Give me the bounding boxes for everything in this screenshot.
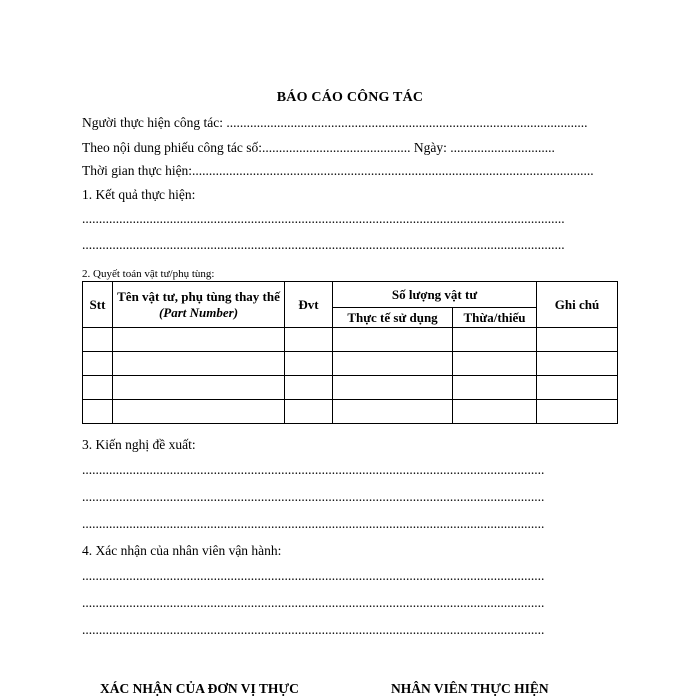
header-qty-used: Thực tế sử dụng	[333, 308, 453, 328]
result-line: ...............................................................................................................................................	[82, 237, 565, 252]
signature-left-label: XÁC NHẬN CỦA ĐƠN VỊ THỰC	[100, 681, 299, 696]
confirm-heading: 4. Xác nhận của nhân viên vận hành:	[82, 543, 282, 558]
header-name-text: Tên vật tư, phụ tùng thay thế	[117, 288, 280, 304]
header-name	[113, 282, 285, 328]
header-quantity: Số lượng vật tư	[333, 282, 537, 308]
header-unit: Đvt	[285, 282, 333, 328]
table-row	[83, 376, 618, 400]
header-stt: Stt	[83, 282, 113, 328]
signature-right-label: NHÂN VIÊN THỰC HIỆN	[391, 681, 549, 696]
settlement-heading: 2. Quyết toán vật tư/phụ tùng:	[82, 268, 215, 280]
time-field: Thời gian thực hiện:.......................................................................................................................	[82, 163, 594, 178]
header-note: Ghi chú	[537, 282, 618, 328]
result-heading: 1. Kết quả thực hiện:	[82, 187, 196, 202]
table-row	[83, 352, 618, 376]
confirm-line: .........................................................................................................................................	[82, 622, 545, 637]
recommend-line: .........................................................................................................................................	[82, 516, 545, 531]
report-title: BÁO CÁO CÔNG TÁC	[276, 90, 424, 105]
recommend-line: .........................................................................................................................................	[82, 489, 545, 504]
header-part-number: (Part Number)	[158, 304, 239, 320]
confirm-line: .........................................................................................................................................	[82, 595, 545, 610]
table-row	[83, 400, 618, 424]
result-line: ...............................................................................................................................................	[82, 211, 565, 226]
table-row	[83, 328, 618, 352]
recommend-line: .........................................................................................................................................	[82, 462, 545, 477]
header-qty-diff: Thừa/thiếu	[453, 308, 537, 328]
person-field: Người thực hiện công tác: ...........................................................................................................	[82, 115, 588, 130]
confirm-line: .........................................................................................................................................	[82, 568, 545, 583]
recommend-heading: 3. Kiến nghị đề xuất:	[82, 437, 196, 452]
content-field: Theo nội dung phiếu công tác số:............................................ Ngày: ...............................	[82, 140, 555, 155]
materials-table	[82, 281, 618, 424]
